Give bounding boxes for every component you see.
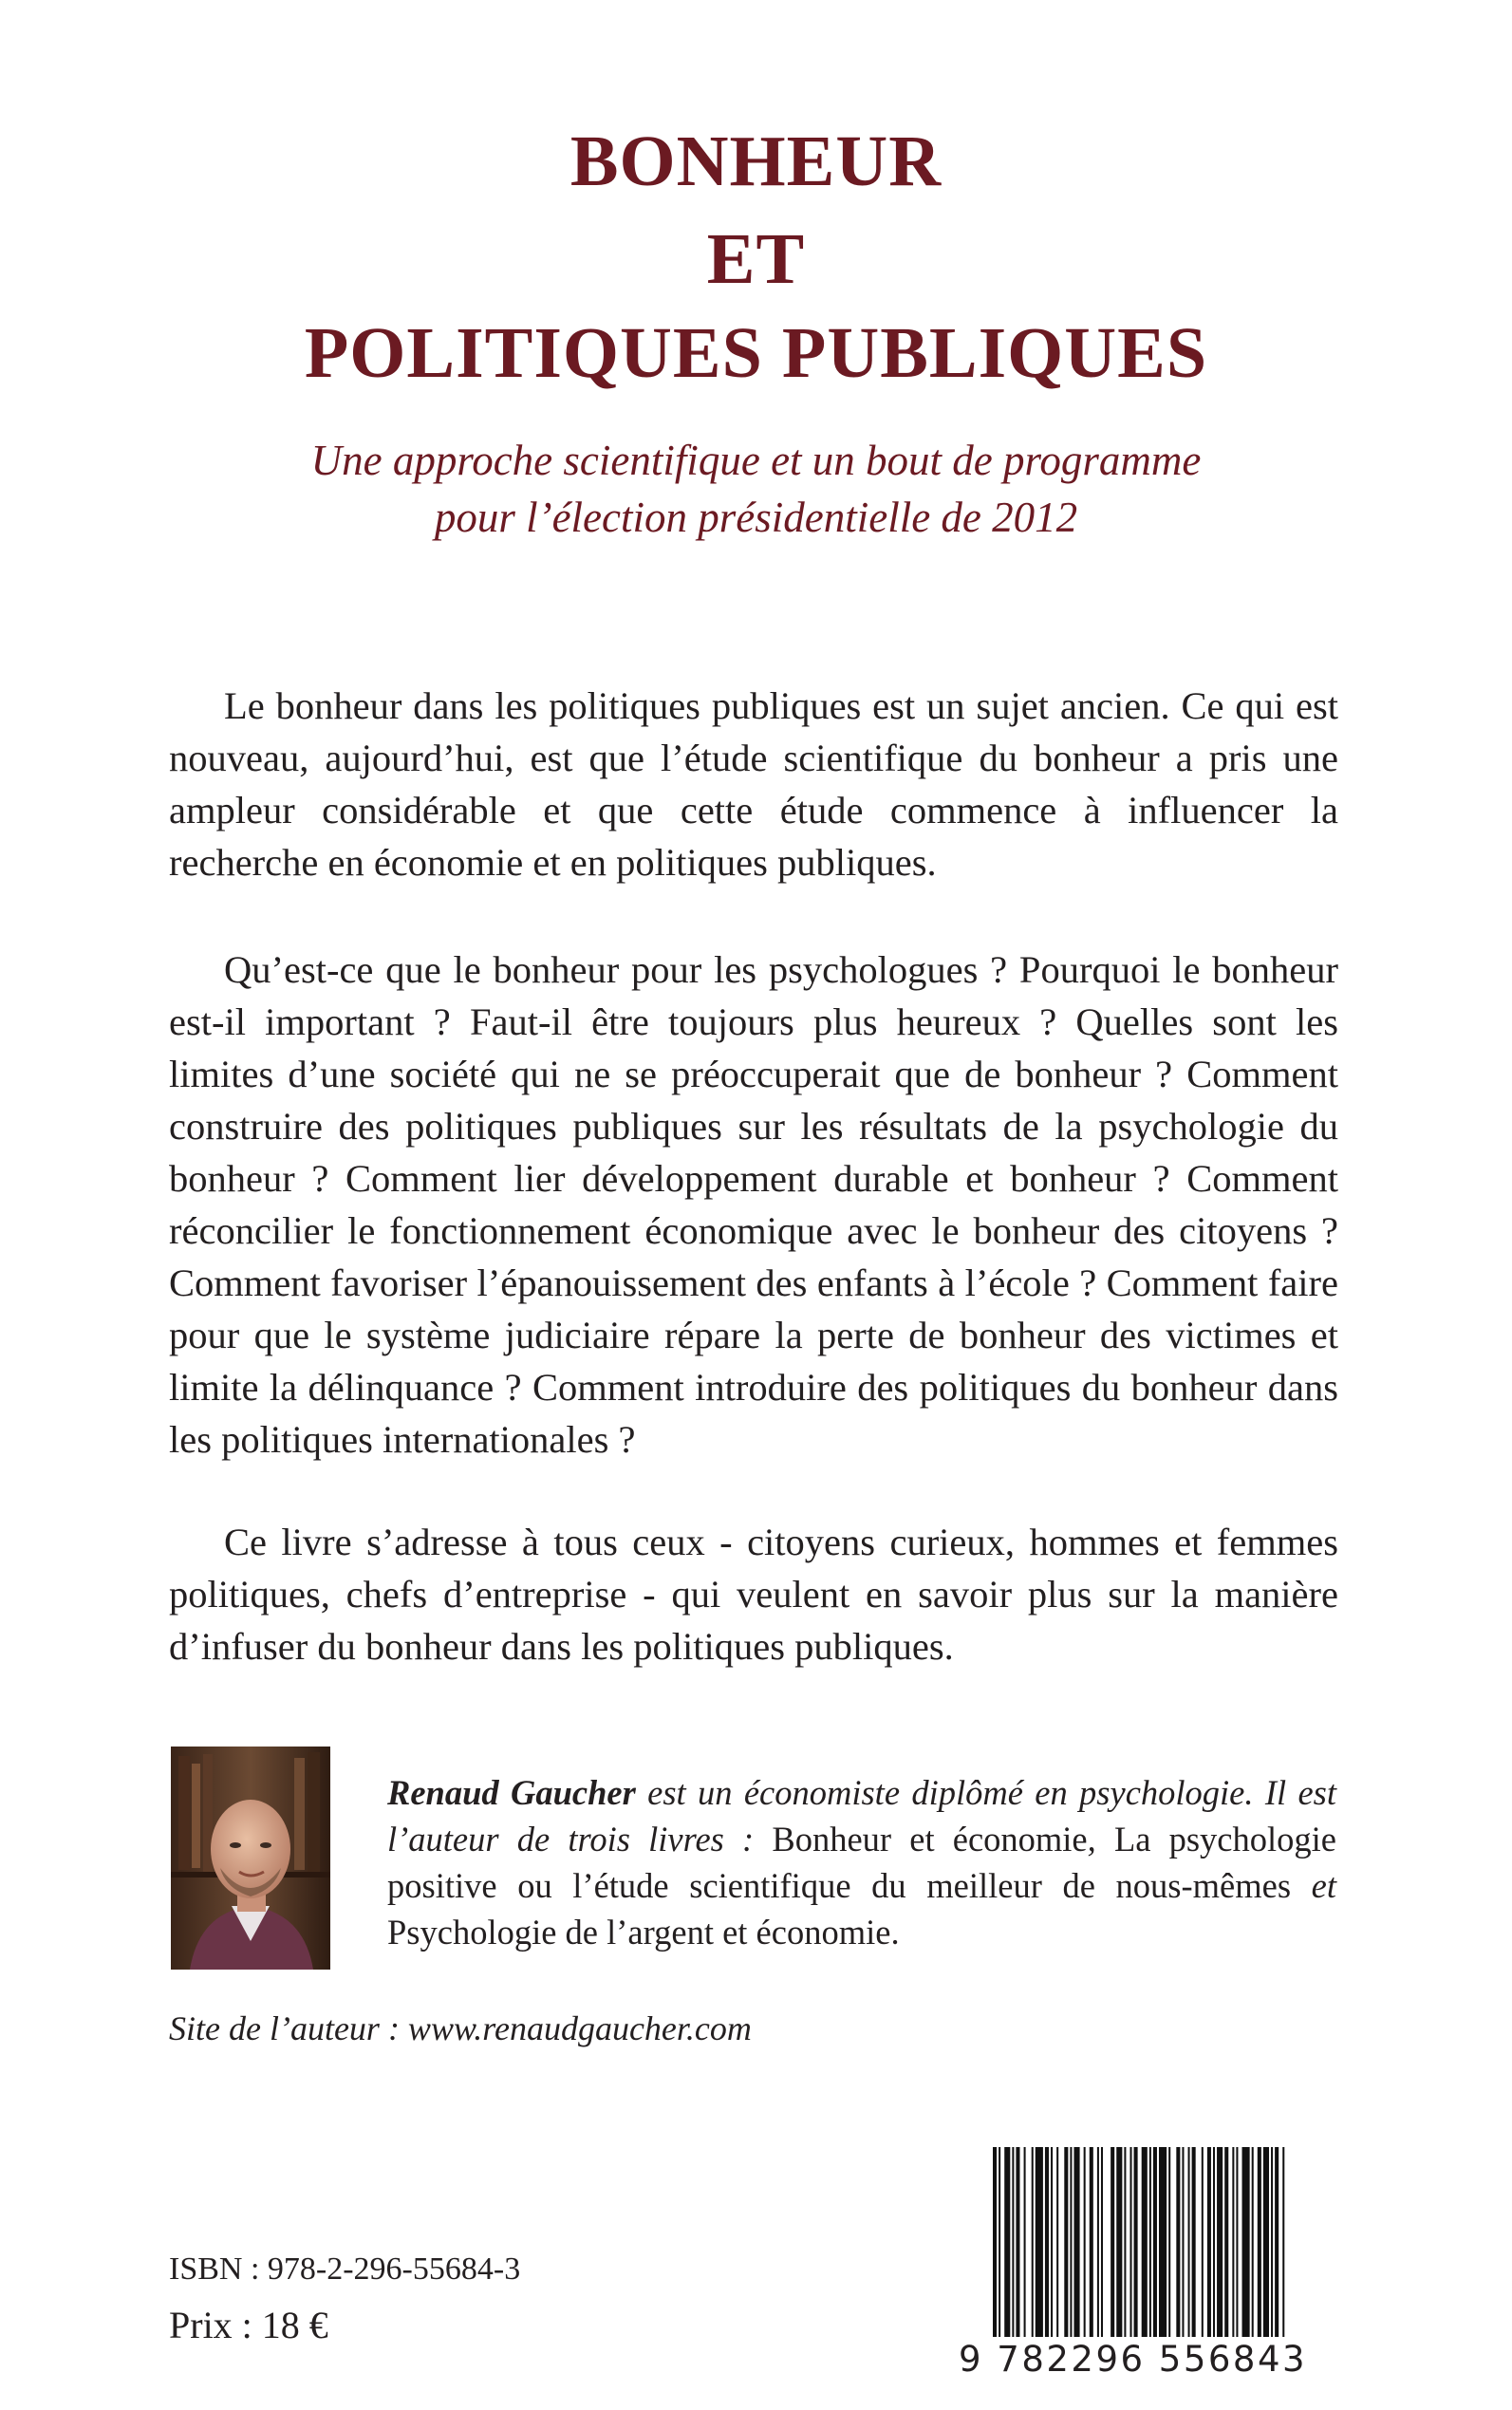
barcode-bar bbox=[1129, 2147, 1131, 2337]
isbn: ISBN : 978-2-296-55684-3 bbox=[169, 2251, 521, 2287]
barcode-bar bbox=[1202, 2147, 1204, 2337]
barcode-bar bbox=[993, 2147, 997, 2337]
barcode-bar bbox=[1168, 2147, 1170, 2337]
barcode-bar bbox=[1153, 2147, 1157, 2337]
barcode-bar bbox=[1016, 2147, 1019, 2337]
author-bio-end: . bbox=[890, 1913, 900, 1952]
barcode-bar bbox=[1217, 2147, 1223, 2337]
barcode-number: 9 782296 556843 bbox=[959, 2339, 1308, 2380]
barcode-bar bbox=[1263, 2147, 1269, 2337]
barcode-bar bbox=[1101, 2147, 1103, 2337]
barcode-bar bbox=[999, 2147, 1000, 2337]
barcode-bar bbox=[1207, 2147, 1211, 2337]
barcode-bar bbox=[1051, 2147, 1053, 2337]
author-website: Site de l’auteur : www.renaudgaucher.com bbox=[169, 2009, 752, 2047]
subtitle-line-2: pour l’élection présidentielle de 2012 bbox=[434, 494, 1078, 541]
barcode-bar bbox=[1056, 2147, 1058, 2337]
author-bio-sep-2: et bbox=[1291, 1866, 1336, 1905]
barcode-bar bbox=[1116, 2147, 1122, 2337]
barcode-bar bbox=[1232, 2147, 1234, 2337]
blurb-paragraph-3: Ce livre s’adresse à tous ceux - citoyens curieux, hommes et femmes politiques, chefs d’entreprise - qui veulent en savoir plus sur la manière d’infuser du bonheur dans les politiques publiques. bbox=[169, 1521, 1338, 1668]
barcode-bar bbox=[1134, 2147, 1138, 2337]
title-line-1: BONHEUR bbox=[569, 121, 943, 201]
barcode-bar bbox=[1213, 2147, 1215, 2337]
barcode-bar bbox=[1084, 2147, 1086, 2337]
blurb-paragraph-2: Qu’est-ce que le bonheur pour les psychologues ? Pourquoi le bonheur est-il important ? Faut-il être toujours plus heureux ? Quelles sont les limites d’une société qui ne se préoccuperait que de bonheur ? Comment construire des politiques publiques sur les résultats de la psychologie du bonheur ? Comment lier développement durable et bonheur ? Comment réconcilier le fonctionnement économique avec le bonheur des citoyens ? Comment favoriser l’épanouissement des enfants à l’école ? Comment faire pour que le système judiciaire répare la perte de bonheur des victimes et limite la délinquance ? Comment introduire des politiques du bonheur dans les politiques internationales ? bbox=[169, 948, 1338, 1461]
barcode-bar bbox=[1236, 2147, 1238, 2337]
price: Prix : 18 € bbox=[169, 2304, 328, 2346]
barcode-bar bbox=[1012, 2147, 1014, 2337]
barcode-bar bbox=[1271, 2147, 1273, 2337]
barcode-bar bbox=[1242, 2147, 1250, 2337]
author-photo bbox=[171, 1747, 330, 1970]
barcode-bar bbox=[1275, 2147, 1279, 2337]
subtitle-line-1: Une approche scientifique et un bout de programme bbox=[310, 437, 1202, 484]
barcode-bar bbox=[1149, 2147, 1151, 2337]
barcode-bar bbox=[1159, 2147, 1167, 2337]
title-line-3: POLITIQUES PUBLIQUES bbox=[304, 313, 1208, 393]
barcode-bar bbox=[1182, 2147, 1184, 2337]
author-name: Renaud Gaucher bbox=[387, 1773, 636, 1812]
author-book-1: Bonheur et économie bbox=[772, 1820, 1088, 1859]
barcode-bar bbox=[1258, 2147, 1261, 2337]
barcode-bar bbox=[1045, 2147, 1049, 2337]
barcode-bar bbox=[1036, 2147, 1043, 2337]
barcode-bar bbox=[1070, 2147, 1072, 2337]
barcode-bar bbox=[1282, 2147, 1284, 2337]
barcode-bar bbox=[1176, 2147, 1180, 2337]
author-bio bbox=[387, 1769, 1336, 1955]
barcode-bar bbox=[1142, 2147, 1148, 2337]
barcode-bar bbox=[1097, 2147, 1099, 2337]
barcode-bar bbox=[1192, 2147, 1196, 2337]
author-book-2: La psychologie positive ou l’étude scientifique du meilleur de nous-mêmes bbox=[387, 1820, 1336, 1905]
barcode-bar bbox=[1224, 2147, 1228, 2337]
author-bio-sep-1: , bbox=[1087, 1820, 1114, 1859]
barcode-bar bbox=[1032, 2147, 1034, 2337]
title-line-2: ET bbox=[706, 219, 806, 299]
barcode-bar bbox=[1090, 2147, 1093, 2337]
barcode-bar bbox=[1004, 2147, 1010, 2337]
barcode-bar bbox=[1024, 2147, 1026, 2337]
author-bio-intro: est un économiste diplômé en psychologie. Il est l’auteur de trois livres : bbox=[387, 1773, 1336, 1859]
barcode-bar bbox=[1124, 2147, 1126, 2337]
author-book-3: Psychologie de l’argent et économie bbox=[387, 1913, 891, 1952]
blurb-paragraph-1: Le bonheur dans les politiques publiques est un sujet ancien. Ce qui est nouveau, aujourd’hui, est que l’étude scientifique du bonheur a pris une ampleur considérable et que cette étude commence à influencer la recherche en économie et en politiques publiques. bbox=[169, 684, 1338, 884]
barcode-bar bbox=[1064, 2147, 1068, 2337]
barcode-bar bbox=[1111, 2147, 1114, 2337]
barcode-bar bbox=[1188, 2147, 1190, 2337]
barcode-bar bbox=[1252, 2147, 1254, 2337]
barcode-bar bbox=[1073, 2147, 1079, 2337]
